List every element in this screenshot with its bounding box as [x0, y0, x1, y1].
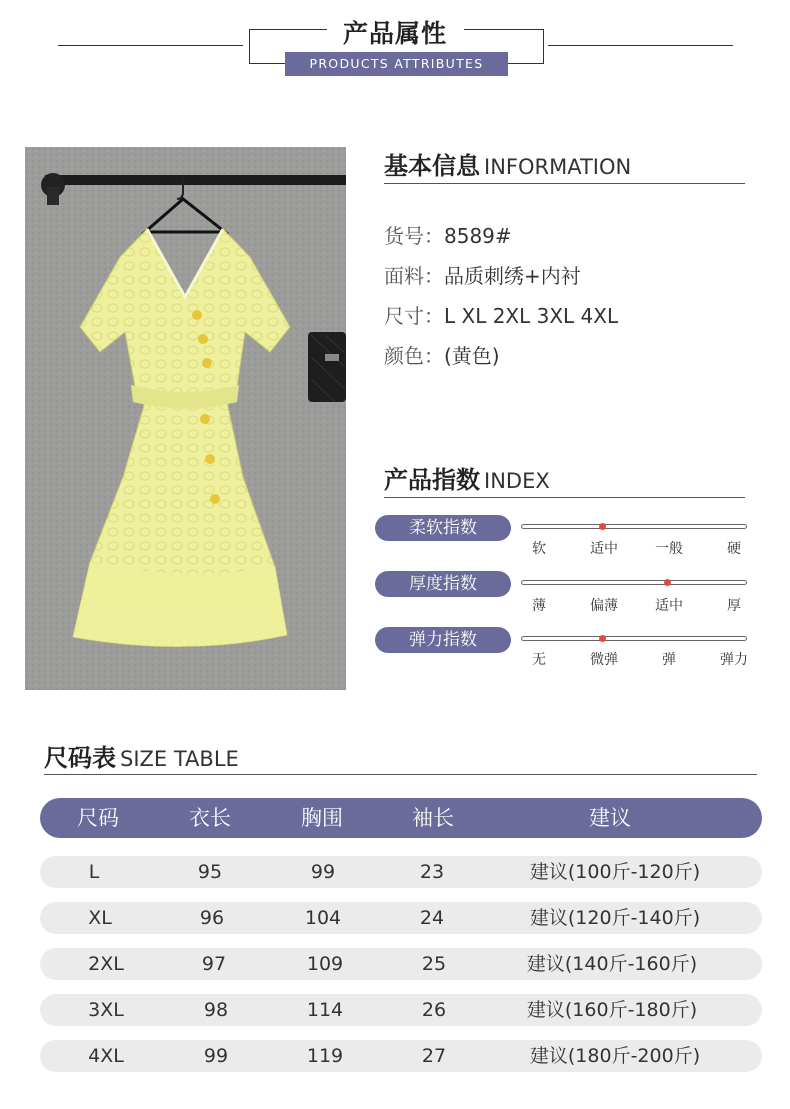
index-rule	[384, 497, 745, 498]
cell-sleeve: 23	[419, 861, 445, 883]
cell-bust: 119	[306, 1045, 344, 1067]
cell-bust: 109	[306, 953, 344, 975]
header-title: 产品属性	[0, 14, 790, 50]
table-row	[40, 856, 762, 888]
softness-index-label: 柔软指数	[375, 515, 511, 541]
elasticity-option-3: 弹	[662, 652, 676, 668]
info-row-color: 颜色：(黄色)	[384, 344, 500, 368]
thickness-index-label: 厚度指数	[375, 571, 511, 597]
cell-bust: 114	[306, 999, 344, 1021]
thickness-index-marker	[664, 579, 671, 586]
info-title: 基本信息 INFORMATION	[384, 152, 632, 180]
elasticity-option-4: 弹力	[720, 652, 748, 668]
thickness-index-track	[521, 580, 747, 585]
cell-bust: 99	[310, 861, 336, 883]
cell-length: 98	[203, 999, 229, 1021]
elasticity-index-marker	[599, 635, 606, 642]
col-size: 尺码	[77, 806, 119, 830]
thickness-option-3: 适中	[655, 598, 683, 614]
cell-suggestion: 建议(140斤-160斤)	[526, 953, 698, 975]
cell-suggestion: 建议(180斤-200斤)	[529, 1045, 701, 1067]
thickness-option-4: 厚	[727, 598, 741, 614]
dress-illustration	[25, 147, 346, 690]
thickness-option-2: 偏薄	[590, 598, 618, 614]
cell-suggestion: 建议(100斤-120斤)	[529, 861, 701, 883]
cell-sleeve: 25	[421, 953, 447, 975]
elasticity-option-2: 微弹	[590, 652, 618, 668]
info-row-size: 尺寸：L XL 2XL 3XL 4XL	[384, 304, 619, 328]
info-row-fabric: 面料：品质刺绣+内衬	[384, 264, 581, 288]
index-title: 产品指数 INDEX	[384, 466, 550, 494]
table-row	[40, 948, 762, 980]
handbag-icon	[308, 332, 346, 402]
col-length: 衣长	[189, 806, 231, 830]
size-table-header	[40, 798, 762, 838]
col-bust: 胸围	[301, 806, 343, 830]
table-row	[40, 994, 762, 1026]
softness-index-marker	[599, 523, 606, 530]
cell-size: 3XL	[88, 999, 124, 1021]
size-table-rule	[44, 774, 757, 775]
cell-suggestion: 建议(120斤-140斤)	[529, 907, 701, 929]
cell-size: 2XL	[88, 953, 124, 975]
table-row	[40, 902, 762, 934]
thickness-option-1: 薄	[532, 598, 546, 614]
info-rule	[384, 183, 745, 184]
cell-size: L	[88, 861, 100, 883]
elasticity-index-track	[521, 636, 747, 641]
col-suggestion: 建议	[589, 806, 631, 830]
cell-length: 96	[199, 907, 225, 929]
table-row	[40, 1040, 762, 1072]
cell-size: 4XL	[88, 1045, 124, 1067]
cell-bust: 104	[304, 907, 342, 929]
cell-length: 99	[203, 1045, 229, 1067]
size-table-title: 尺码表 SIZE TABLE	[44, 744, 239, 772]
info-row-sku: 货号：8589#	[384, 224, 512, 248]
cell-length: 97	[201, 953, 227, 975]
header-subtitle: PRODUCTS ATTRIBUTES	[285, 52, 508, 76]
softness-option-1: 软	[532, 541, 546, 557]
cell-suggestion: 建议(160斤-180斤)	[526, 999, 698, 1021]
softness-option-2: 适中	[590, 541, 618, 557]
softness-option-4: 硬	[727, 541, 741, 557]
elasticity-index-label: 弹力指数	[375, 627, 511, 653]
product-photo	[25, 147, 346, 690]
cell-size: XL	[88, 907, 112, 929]
cell-length: 95	[197, 861, 223, 883]
cell-sleeve: 27	[421, 1045, 447, 1067]
elasticity-option-1: 无	[532, 652, 546, 668]
softness-index-track	[521, 524, 747, 529]
cell-sleeve: 26	[421, 999, 447, 1021]
cell-sleeve: 24	[419, 907, 445, 929]
col-sleeve: 袖长	[412, 806, 454, 830]
softness-option-3: 一般	[655, 541, 683, 557]
